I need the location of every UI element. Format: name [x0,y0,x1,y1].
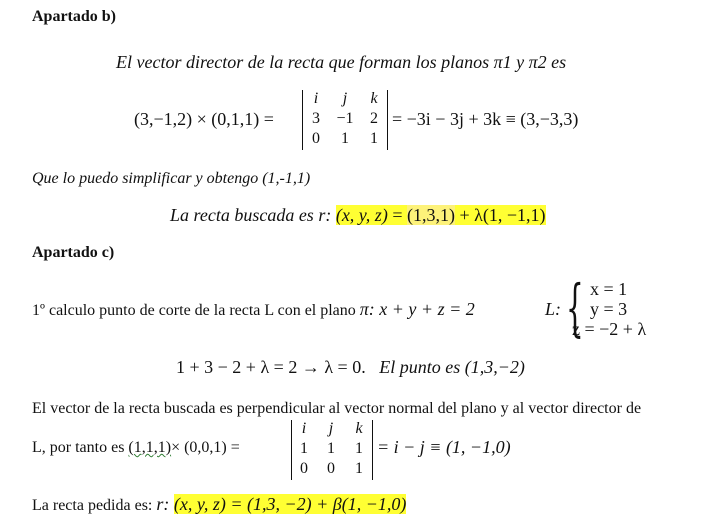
vector-111: (1,1,1) [128,439,172,456]
heading-apartado-b: Apartado b) [32,8,117,25]
simplify-text: Que lo puedo simplificar y obtengo (1,-1,1) [32,170,311,187]
det2-cell: 1 [300,440,308,457]
point-result: El punto es (1,3,−2) [379,357,525,377]
perpendicular-text: El vector de la recta buscada es perpendicular al vector normal del plano y al vector director de [32,400,642,417]
det1-cell: k [370,90,378,107]
step1-text: 1º calculo punto de corte de la recta L con el plano [32,302,360,319]
det1-cell: 1 [341,130,349,147]
L-eq-z: z = −2 + λ [572,319,647,339]
line-prefix: La recta buscada es r: [170,205,336,225]
det1-cell: i [313,90,319,107]
det2-cell: 0 [300,460,308,477]
det1-cell: 1 [370,130,378,147]
det1-cell: j [342,90,348,107]
final-prefix: La recta pedida es: [32,497,157,514]
cross2-rhs: = i − j ≡ (1, −1,0) [377,437,511,457]
por-tanto-text: L, por tanto es [32,439,129,456]
cross-product-rhs: = −3i − 3j + 3k ≡ (3,−3,3) [392,109,579,129]
det1-cell: 0 [312,130,320,147]
determinant-2 [291,420,373,480]
det2-cell: i [301,420,307,437]
line-xyz: (x, y, z) [335,205,388,225]
cross2-lhs [32,439,240,457]
solve-equation: 1 + 3 − 2 + λ = 2 → λ = 0. [176,357,366,377]
det1-cell: −1 [336,110,354,127]
det2-cell: 1 [327,440,335,457]
line-equation-b [170,205,546,226]
final-r: r: [156,494,174,514]
det2-cell: 1 [355,460,363,477]
cross-product-lhs: (3,−1,2) × (0,1,1) = [134,109,274,129]
step1-line [32,299,475,320]
plane-equation: π: x + y + z = 2 [359,299,475,319]
left-brace: { [566,271,584,344]
line-point: (1,3,1) [406,205,455,225]
cross2-rest: × (0,0,1) = [171,439,240,456]
intro-text: El vector director de la recta que forman los planos π1 y π2 es [116,52,567,72]
L-label: L: [545,299,562,319]
det1-cell: 2 [370,110,378,127]
final-line [32,494,406,515]
line-direction: + λ(1, −1,1) [454,205,546,225]
L-eq-y: y = 3 [590,299,628,319]
det2-cell: 0 [327,460,335,477]
solve-line [176,357,525,378]
det1-cell: 3 [312,110,320,127]
L-eq-x: x = 1 [590,279,628,299]
det2-cell: 1 [355,440,363,457]
determinant-1 [302,90,388,150]
final-equation: (x, y, z) = (1,3, −2) + β(1, −1,0) [173,494,407,514]
line-eq-sign: = [387,205,407,225]
det2-cell: k [355,420,363,437]
heading-apartado-c: Apartado c) [32,244,115,261]
det2-cell: j [328,420,334,437]
